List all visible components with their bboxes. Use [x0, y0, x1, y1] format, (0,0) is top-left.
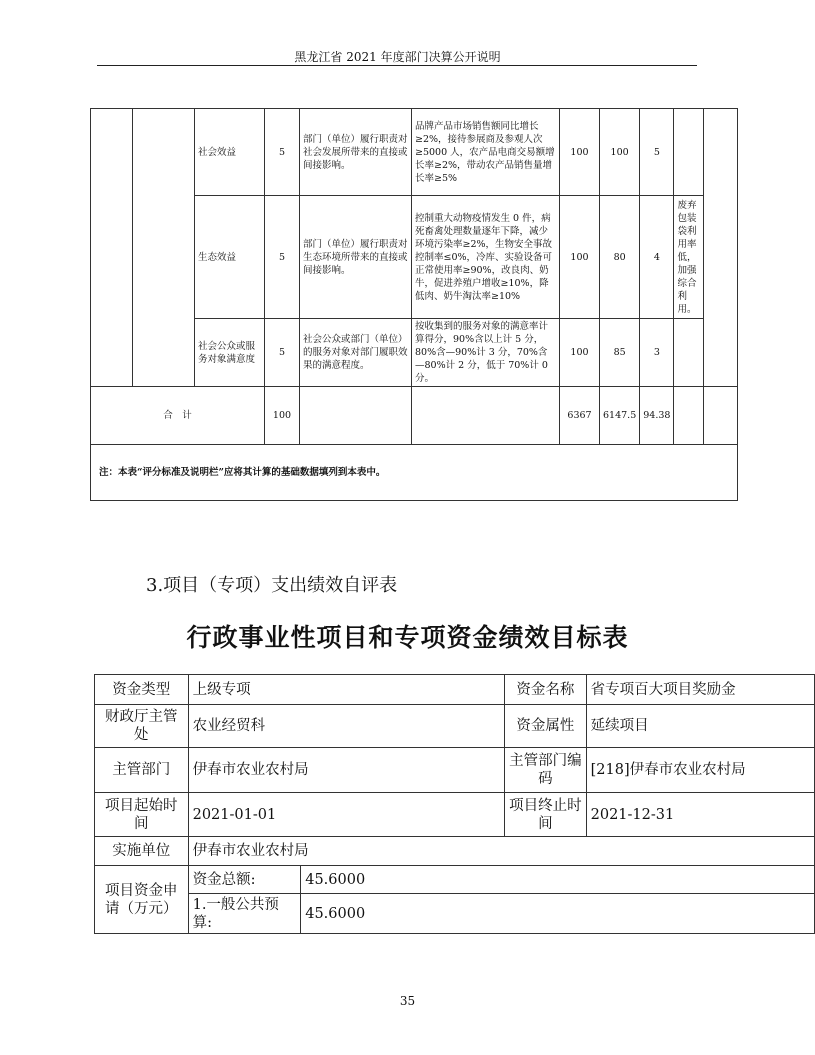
fund-name-label: 资金名称	[505, 675, 587, 705]
weight-cell: 5	[265, 196, 300, 319]
total-target: 6367	[560, 387, 600, 445]
fund-type-label: 资金类型	[95, 675, 189, 705]
remark-cell	[674, 109, 704, 196]
sub-indicator: 社会效益	[195, 109, 265, 196]
scoring-standard: 按收集到的服务对象的满意率计算得分，90%含以上计 5 分，80%含—90%计 3 分，70%含—80%计 2 分，低于 70%计 0 分。	[412, 319, 560, 387]
finance-dept-value: 农业经贸科	[188, 705, 505, 748]
score-cell: 5	[640, 109, 674, 196]
remark-cell: 废弃包装袋利用率低，加强综合利用。	[674, 196, 704, 319]
table-row	[95, 793, 815, 837]
scoring-standard: 控制重大动物疫情发生 0 件，病死畜禽处理数量逐年下降，减少环境污染率≥2%，生物安全事故控制率≤0%，冷库、实验设备可正常使用率≥90%，改良肉、奶牛，促进养殖户增收≥10%，降低肉、奶牛淘汰率≥10%	[412, 196, 560, 319]
start-label: 项目起始时间	[95, 793, 189, 837]
table-row	[95, 866, 815, 894]
main-title: 行政事业性项目和专项资金绩效目标表	[186, 623, 629, 652]
admin-code-value: [218]伊春市农业农村局	[586, 748, 814, 793]
target-value: 100	[560, 319, 600, 387]
table-note: 注：本表“评分标准及说明栏”应将其计算的基础数据填列到本表中。	[91, 445, 738, 501]
total-score: 94.38	[640, 387, 674, 445]
table-row	[95, 837, 815, 866]
finance-dept-label: 财政厅主管处	[95, 705, 189, 748]
table-row	[95, 748, 815, 793]
project-info-table	[94, 674, 815, 934]
indicator-description: 部门（单位）履行职责对生态环境所带来的直接或间接影响。	[300, 196, 412, 319]
total-actual: 6147.5	[600, 387, 640, 445]
table-row	[95, 894, 815, 934]
end-label: 项目终止时间	[505, 793, 587, 837]
admin-dept-label: 主管部门	[95, 748, 189, 793]
header-rule	[97, 65, 697, 66]
total-label: 资金总额:	[188, 866, 301, 894]
weight-cell: 5	[265, 319, 300, 387]
table-row	[95, 705, 815, 748]
start-value: 2021-01-01	[188, 793, 505, 837]
total-value: 45.6000	[301, 866, 815, 894]
total-label: 合 计	[91, 387, 265, 445]
target-value: 100	[560, 196, 600, 319]
score-cell: 4	[640, 196, 674, 319]
fund-name-value: 省专项百大项目奖励金	[586, 675, 814, 705]
page-header: 黑龙江省 2021 年度部门决算公开说明	[294, 50, 501, 64]
fund-type-value: 上级专项	[188, 675, 505, 705]
actual-value: 85	[600, 319, 640, 387]
end-value: 2021-12-31	[586, 793, 814, 837]
actual-value: 80	[600, 196, 640, 319]
general-budget-value: 45.6000	[301, 894, 815, 934]
table-row	[91, 109, 738, 196]
indicator-description: 社会公众或部门（单位）的服务对象对部门履职效果的满意程度。	[300, 319, 412, 387]
total-row	[91, 387, 738, 445]
impl-value: 伊春市农业农村局	[188, 837, 814, 866]
actual-value: 100	[600, 109, 640, 196]
impl-label: 实施单位	[95, 837, 189, 866]
scoring-standard: 品牌产品市场销售额同比增长≥2%，接待参展商及参观人次≥5000 人，农产品电商交易额增长率≥2%，带动农产品销售量增长率≥5%	[412, 109, 560, 196]
admin-dept-value: 伊春市农业农村局	[188, 748, 505, 793]
general-budget-label: 1.一般公共预算:	[188, 894, 301, 934]
weight-cell: 5	[265, 109, 300, 196]
target-value: 100	[560, 109, 600, 196]
table-row	[95, 675, 815, 705]
sub-indicator: 社会公众或服务对象满意度	[195, 319, 265, 387]
fund-attr-label: 资金属性	[505, 705, 587, 748]
total-weight: 100	[265, 387, 300, 445]
remark-cell	[674, 319, 704, 387]
indicator-description: 部门（单位）履行职责对社会发展所带来的直接或间接影响。	[300, 109, 412, 196]
performance-score-table	[90, 108, 738, 501]
fund-attr-value: 延续项目	[586, 705, 814, 748]
score-cell: 3	[640, 319, 674, 387]
admin-code-label: 主管部门编码	[505, 748, 587, 793]
section-title: 3.项目（专项）支出绩效自评表	[146, 575, 398, 596]
note-row	[91, 445, 738, 501]
page-number: 35	[399, 994, 416, 1008]
apply-label: 项目资金申请（万元）	[95, 866, 189, 934]
sub-indicator: 生态效益	[195, 196, 265, 319]
